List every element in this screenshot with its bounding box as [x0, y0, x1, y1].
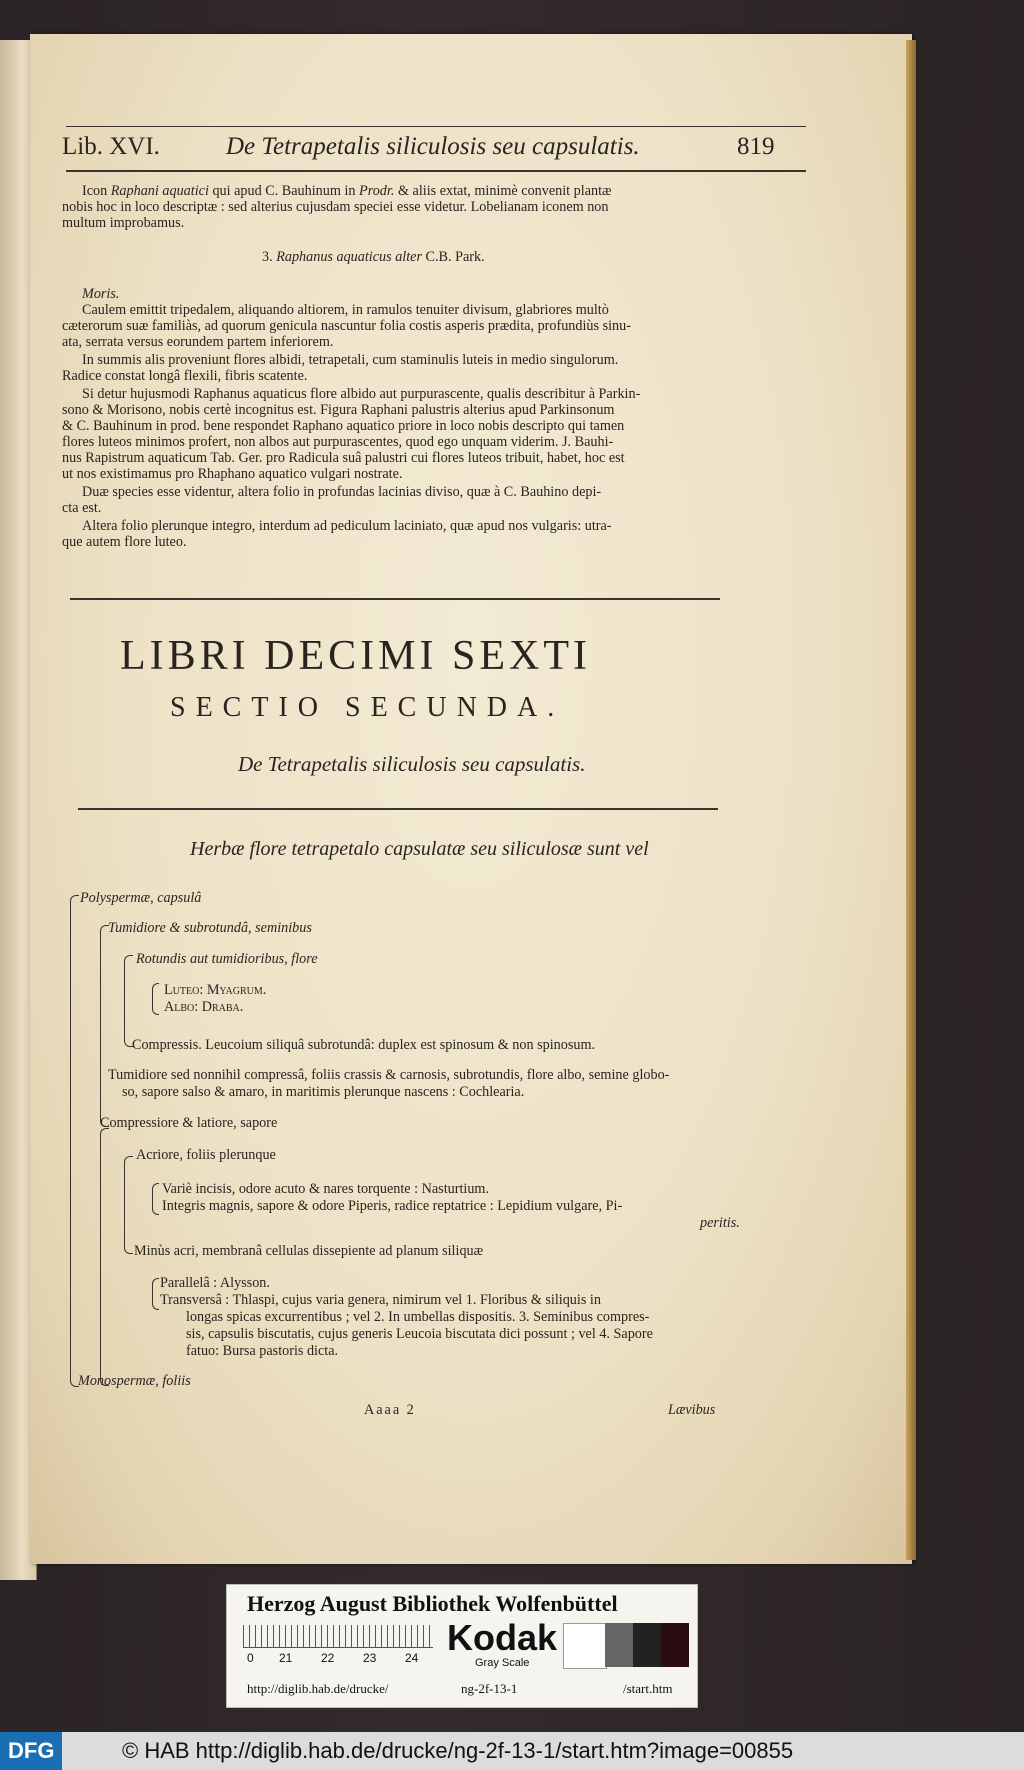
morison-line-12: Duæ species esse videntur, altera folio in profundas lacinias diviso, quæ à C. Bauhino depi- [82, 484, 602, 500]
morison-line-9: flores luteos minimos profert, non albos aut purpurascentes, quod ego unquam viderim. J. Bauhi- [62, 434, 614, 450]
para1-line3: multum improbamus. [62, 215, 185, 231]
header-book: Lib. XVI. [62, 133, 160, 160]
morison-line-11: ut nos existimamus pro Rhaphano aquatico vulgari nostrate. [62, 466, 403, 482]
key-brace-poly [100, 925, 109, 1127]
morison-line-6: Si detur hujusmodi Raphanus aquaticus flore albido aut purpurascente, qualis describitur à Parkin- [82, 386, 641, 402]
para1-line1: Icon Raphani aquatici qui apud C. Bauhinum in Prodr. & aliis extat, minimè convenit plantæ [82, 183, 612, 199]
key-brace-foliis [152, 1183, 159, 1215]
signature-mark: Aaaa 2 [364, 1402, 416, 1418]
key-compressis-leucoium: Compressis. Leucoium siliquâ subrotundâ: duplex est spinosum & non spinosum. [132, 1037, 596, 1053]
page-gilt-edge [906, 40, 916, 1560]
morison-line-3: ata, serrata versus eorundem partem inferiorem. [62, 334, 334, 350]
key-luteo-myagrum: Luteo: Myagrum. [164, 982, 267, 998]
ruler-label-21: 21 [279, 1651, 293, 1665]
key-piperitis: peritis. [700, 1215, 740, 1231]
ruler-label-24: 24 [405, 1651, 419, 1665]
kodak-logo: Kodak [447, 1617, 558, 1658]
key-albo-draba: Albo: Draba. [164, 999, 244, 1015]
dfg-logo[interactable] [0, 1732, 62, 1770]
key-parallela-alysson: Parallelâ : Alysson. [160, 1275, 270, 1291]
ruler-label-22: 22 [321, 1651, 335, 1665]
key-thlaspi-line4: fatuo: Bursa pastoris dicta. [186, 1343, 339, 1359]
library-name: Herzog August Bibliothek Wolfenbüttel [247, 1591, 618, 1616]
banner-url-start: /start.htm [623, 1681, 673, 1696]
header-rule-top [66, 126, 806, 127]
header-running-title: De Tetrapetalis siliculosis seu capsulatis. [226, 133, 640, 160]
section-rule-bottom [78, 808, 718, 810]
key-intro: Herbæ flore tetrapetalo capsulatæ seu siliculosæ sunt vel [190, 838, 649, 860]
header-page-number: 819 [737, 133, 775, 160]
banner-url-id: ng-2f-13-1 [461, 1681, 518, 1696]
morison-line-10: nus Rapistrum aquaticum Tab. Ger. pro Radicula suâ palustri cui flores luteos tribuit, habet, hoc est [62, 450, 625, 466]
para1-line2: nobis hoc in loco descriptæ : sed alterius cujusdam speciei esse videtur. Lobelianam iconem non [62, 199, 609, 215]
viewer-footer-bar [0, 1732, 1024, 1770]
key-tumidiore-sed: Tumidiore sed nonnihil compressâ, foliis crassis & carnosis, subrotundis, flore albo, semine globo- [108, 1067, 670, 1083]
morison-line-2: cæterorum suæ familiàs, ad quorum genicula nascuntur folia costis asperis prædita, profundiùs sinu- [62, 318, 631, 334]
key-brace-main [70, 895, 79, 1387]
key-rotundis: Rotundis aut tumidioribus, flore [136, 951, 318, 967]
key-tumidiore: Tumidiore & subrotundâ, seminibus [108, 920, 312, 936]
key-polyspermae: Polyspermæ, capsulâ [80, 890, 202, 906]
key-transversa-thlaspi: Transversâ : Thlaspi, cujus varia genera, nimirum vel 1. Floribus & siliquis in [160, 1292, 601, 1308]
gray-patch-light [563, 1623, 607, 1669]
key-cochlearia: so, sapore salso & amaro, in maritimis plerunque nascens : Cochlearia. [122, 1084, 525, 1100]
key-acriore: Acriore, foliis plerunque [136, 1147, 276, 1163]
morison-line-8: & C. Bauhinum in prod. bene respondet Raphano aquatico priore in loco nobis descripto qui tamen [62, 418, 625, 434]
catchword: Lævibus [668, 1402, 716, 1418]
section-title: LIBRI DECIMI SEXTI [120, 633, 591, 679]
key-brace-compress [100, 1128, 109, 1386]
ruler-label-23: 23 [363, 1651, 377, 1665]
ruler-label-0: 0 [247, 1651, 254, 1665]
key-brace-tumid [124, 955, 133, 1047]
morison-line-5: Radice constat longâ flexili, fibris scatente. [62, 368, 308, 384]
gray-patch-black [661, 1623, 689, 1667]
library-banner [226, 1584, 698, 1708]
key-monospermae: Monospermæ, foliis [78, 1373, 191, 1389]
morison-line-14: Altera folio plerunque integro, interdum ad pediculum laciniato, quæ apud nos vulgaris: utra- [82, 518, 612, 534]
gray-patch-mid [605, 1623, 633, 1667]
key-compressiore: Compressiore & latiore, sapore [100, 1115, 278, 1131]
dfg-logo-text: DFG [8, 1738, 55, 1763]
morison-line-4: In summis alis proveniunt flores albidi, tetrapetali, cum staminulis luteis in medio singulorum. [82, 352, 619, 368]
gray-patch-dark [633, 1623, 661, 1667]
ruler [243, 1625, 433, 1648]
morison-line-1: Caulem emittit tripedalem, aliquando altiorem, in ramulos tenuiter divisum, glabriores multò [82, 302, 609, 318]
species-heading: 3. Raphanus aquaticus alter C.B. Park. [262, 249, 485, 265]
copyright-link[interactable]: © HAB http://diglib.hab.de/drucke/ng-2f-13-1/start.htm?image=00855 [122, 1738, 794, 1763]
header-rule [66, 170, 806, 172]
banner-url-base: http://diglib.hab.de/drucke/ [247, 1681, 389, 1696]
key-integris-lepidium: Integris magnis, sapore & odore Piperis, radice reptatrice : Lepidium vulgare, Pi- [162, 1198, 623, 1214]
key-minus-acri: Minùs acri, membranâ cellulas dissepiente ad planum siliquæ [134, 1243, 484, 1259]
key-brace-minus [152, 1278, 159, 1310]
key-brace-flore [152, 983, 159, 1015]
morison-ref: Moris. [82, 286, 120, 302]
section-topic: De Tetrapetalis siliculosis seu capsulatis. [238, 752, 586, 776]
section-subtitle: SECTIO SECUNDA. [170, 692, 565, 723]
morison-line-15: que autem flore luteo. [62, 534, 187, 550]
key-brace-acriore [124, 1156, 133, 1254]
section-rule-top [70, 598, 720, 600]
morison-line-7: sono & Morisono, nobis certè incognitus est. Figura Raphani palustris alterius apud Parkinsonum [62, 402, 615, 418]
key-varie-nasturtium: Variè incisis, odore acuto & nares torquente : Nasturtium. [162, 1181, 490, 1197]
morison-line-13: cta est. [62, 500, 102, 516]
key-thlaspi-line2: longas spicas excurrentibus ; vel 2. In umbellas dispositis. 3. Seminibus compres- [186, 1309, 650, 1325]
key-thlaspi-line3: sis, capsulis biscutatis, cujus generis Leucoia biscutata dici possunt ; vel 4. Sapore [186, 1326, 653, 1342]
gray-scale-label: Gray Scale [475, 1657, 530, 1669]
